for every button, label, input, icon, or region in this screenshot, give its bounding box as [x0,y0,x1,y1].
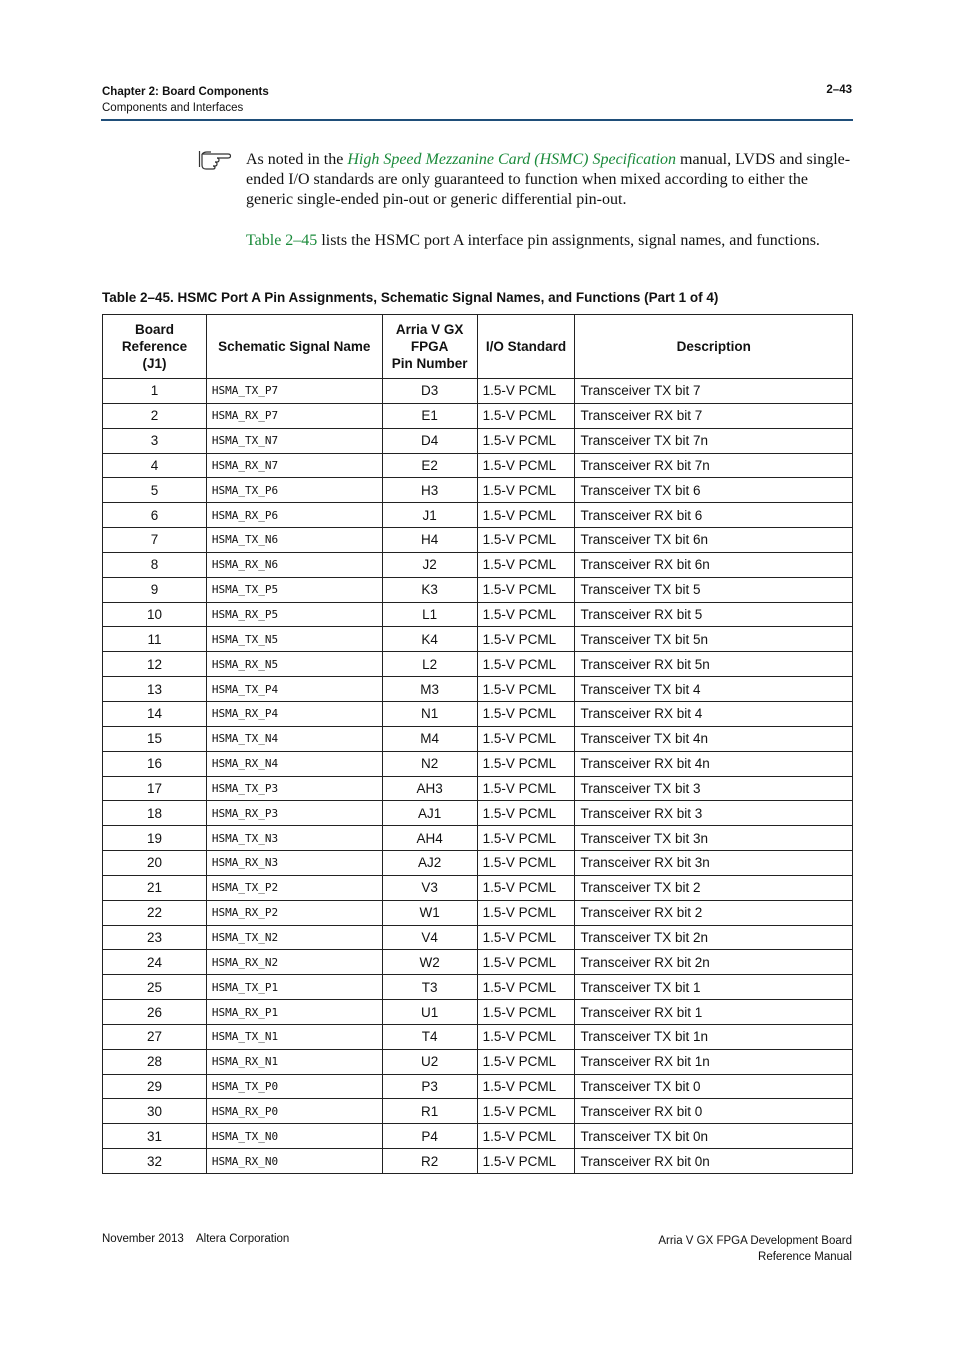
table-2-45-link[interactable]: Table 2–45 [246,232,318,249]
signal-name-cell: HSMA_TX_N4 [206,726,382,751]
description-cell: Transceiver RX bit 1 [575,1000,853,1025]
pin-number-cell: D3 [382,379,477,404]
board-reference-cell: 18 [103,801,207,826]
pin-number-cell: V4 [382,925,477,950]
pin-number-cell: T4 [382,1024,477,1049]
description-cell: Transceiver TX bit 5 [575,577,853,602]
signal-name-cell: HSMA_RX_P1 [206,1000,382,1025]
pin-number-cell: J1 [382,503,477,528]
description-cell: Transceiver TX bit 1 [575,975,853,1000]
description-cell: Transceiver TX bit 2 [575,875,853,900]
pin-number-cell: D4 [382,428,477,453]
table-row [103,428,853,453]
description-cell: Transceiver TX bit 7 [575,379,853,404]
io-standard-cell: 1.5-V PCML [477,1149,575,1174]
board-reference-cell: 12 [103,652,207,677]
io-standard-cell: 1.5-V PCML [477,925,575,950]
page-header-left [102,84,269,116]
description-cell: Transceiver RX bit 3n [575,851,853,876]
pin-number-cell: K4 [382,627,477,652]
pin-number-cell: H4 [382,528,477,553]
pin-number-cell: R2 [382,1149,477,1174]
signal-name-cell: HSMA_TX_P1 [206,975,382,1000]
pin-number-cell: N2 [382,751,477,776]
signal-name-cell: HSMA_TX_N6 [206,528,382,553]
table-row [103,627,853,652]
board-reference-cell: 3 [103,428,207,453]
board-reference-cell: 19 [103,826,207,851]
board-reference-cell: 4 [103,453,207,478]
signal-name-cell: HSMA_RX_N7 [206,453,382,478]
board-reference-cell: 32 [103,1149,207,1174]
signal-name-cell: HSMA_RX_P5 [206,602,382,627]
signal-name-cell: HSMA_RX_P3 [206,801,382,826]
board-reference-cell: 10 [103,602,207,627]
signal-name-cell: HSMA_TX_P5 [206,577,382,602]
io-standard-cell: 1.5-V PCML [477,552,575,577]
io-standard-cell: 1.5-V PCML [477,1124,575,1149]
description-cell: Transceiver TX bit 4n [575,726,853,751]
io-standard-cell: 1.5-V PCML [477,1024,575,1049]
col-header-board-reference: Board Reference (J1) [103,315,207,379]
table-row [103,1024,853,1049]
signal-name-cell: HSMA_RX_P2 [206,900,382,925]
io-standard-cell: 1.5-V PCML [477,577,575,602]
io-standard-cell: 1.5-V PCML [477,403,575,428]
io-standard-cell: 1.5-V PCML [477,701,575,726]
table-row [103,1000,853,1025]
board-reference-cell: 8 [103,552,207,577]
pin-number-cell: V3 [382,875,477,900]
io-standard-cell: 1.5-V PCML [477,726,575,751]
board-reference-cell: 11 [103,627,207,652]
io-standard-cell: 1.5-V PCML [477,776,575,801]
table-row [103,826,853,851]
signal-name-cell: HSMA_RX_N4 [206,751,382,776]
table-row [103,1149,853,1174]
io-standard-cell: 1.5-V PCML [477,826,575,851]
board-reference-cell: 26 [103,1000,207,1025]
board-reference-cell: 15 [103,726,207,751]
description-cell: Transceiver TX bit 2n [575,925,853,950]
table-row [103,975,853,1000]
io-standard-cell: 1.5-V PCML [477,1049,575,1074]
io-standard-cell: 1.5-V PCML [477,801,575,826]
io-standard-cell: 1.5-V PCML [477,478,575,503]
board-reference-cell: 21 [103,875,207,900]
board-reference-cell: 6 [103,503,207,528]
table-header-row [103,315,853,379]
io-standard-cell: 1.5-V PCML [477,875,575,900]
description-cell: Transceiver RX bit 5 [575,602,853,627]
pin-number-cell: P4 [382,1124,477,1149]
signal-name-cell: HSMA_RX_P7 [206,403,382,428]
col-header-io-standard: I/O Standard [477,315,575,379]
board-reference-cell: 27 [103,1024,207,1049]
description-cell: Transceiver TX bit 1n [575,1024,853,1049]
table-row [103,453,853,478]
board-reference-cell: 29 [103,1074,207,1099]
board-reference-cell: 25 [103,975,207,1000]
signal-name-cell: HSMA_RX_N6 [206,552,382,577]
io-standard-cell: 1.5-V PCML [477,652,575,677]
table-row [103,602,853,627]
description-cell: Transceiver TX bit 7n [575,428,853,453]
table-row [103,726,853,751]
io-standard-cell: 1.5-V PCML [477,602,575,627]
table-row [103,478,853,503]
section-title: Components and Interfaces [102,102,244,114]
pin-number-cell: T3 [382,975,477,1000]
board-reference-cell: 1 [103,379,207,404]
table-row [103,950,853,975]
footer-date-company: November 2013 Altera Corporation [102,1233,290,1245]
board-reference-cell: 14 [103,701,207,726]
table-row [103,925,853,950]
pin-number-cell: U1 [382,1000,477,1025]
board-reference-cell: 16 [103,751,207,776]
header-rule [101,119,853,121]
description-cell: Transceiver TX bit 5n [575,627,853,652]
pin-number-cell: W2 [382,950,477,975]
io-standard-cell: 1.5-V PCML [477,1099,575,1124]
chapter-title: Chapter 2: Board Components [102,86,269,98]
signal-name-cell: HSMA_TX_P7 [206,379,382,404]
signal-name-cell: HSMA_RX_N0 [206,1149,382,1174]
pin-number-cell: L1 [382,602,477,627]
table-row [103,577,853,602]
intro-paragraph: Table 2–45 lists the HSMC port A interface pin assignments, signal names, and functions. [246,232,820,249]
pin-number-cell: U2 [382,1049,477,1074]
description-cell: Transceiver RX bit 6n [575,552,853,577]
footer-doc-title: Arria V GX FPGA Development Board Reference Manual [658,1235,852,1263]
signal-name-cell: HSMA_RX_P4 [206,701,382,726]
signal-name-cell: HSMA_RX_N3 [206,851,382,876]
pin-number-cell: M3 [382,677,477,702]
board-reference-cell: 24 [103,950,207,975]
pin-number-cell: H3 [382,478,477,503]
signal-name-cell: HSMA_TX_N1 [206,1024,382,1049]
table-row [103,677,853,702]
table-row [103,652,853,677]
pin-assignment-table [102,314,853,1174]
table-row [103,1099,853,1124]
description-cell: Transceiver TX bit 0n [575,1124,853,1149]
io-standard-cell: 1.5-V PCML [477,751,575,776]
board-reference-cell: 9 [103,577,207,602]
signal-name-cell: HSMA_TX_N0 [206,1124,382,1149]
description-cell: Transceiver RX bit 3 [575,801,853,826]
pin-number-cell: N1 [382,701,477,726]
board-reference-cell: 22 [103,900,207,925]
page-number: 2–43 [826,84,852,96]
board-reference-cell: 20 [103,851,207,876]
pin-number-cell: P3 [382,1074,477,1099]
table-row [103,900,853,925]
signal-name-cell: HSMA_TX_P6 [206,478,382,503]
io-standard-cell: 1.5-V PCML [477,677,575,702]
io-standard-cell: 1.5-V PCML [477,528,575,553]
table-row [103,851,853,876]
description-cell: Transceiver RX bit 0 [575,1099,853,1124]
hsmc-spec-link[interactable]: High Speed Mezzanine Card (HSMC) Specification [347,151,677,168]
io-standard-cell: 1.5-V PCML [477,428,575,453]
pin-number-cell: M4 [382,726,477,751]
board-reference-cell: 2 [103,403,207,428]
signal-name-cell: HSMA_TX_N3 [206,826,382,851]
table-row [103,875,853,900]
pin-number-cell: W1 [382,900,477,925]
signal-name-cell: HSMA_RX_N2 [206,950,382,975]
io-standard-cell: 1.5-V PCML [477,453,575,478]
description-cell: Transceiver RX bit 2 [575,900,853,925]
pin-number-cell: L2 [382,652,477,677]
board-reference-cell: 23 [103,925,207,950]
board-reference-cell: 17 [103,776,207,801]
pin-number-cell: E1 [382,403,477,428]
board-reference-cell: 7 [103,528,207,553]
board-reference-cell: 13 [103,677,207,702]
col-header-signal-name: Schematic Signal Name [206,315,382,379]
description-cell: Transceiver RX bit 4 [575,701,853,726]
description-cell: Transceiver RX bit 2n [575,950,853,975]
description-cell: Transceiver TX bit 4 [575,677,853,702]
description-cell: Transceiver RX bit 6 [575,503,853,528]
pin-number-cell: K3 [382,577,477,602]
signal-name-cell: HSMA_RX_N1 [206,1049,382,1074]
table-row [103,552,853,577]
signal-name-cell: HSMA_RX_P6 [206,503,382,528]
signal-name-cell: HSMA_TX_P0 [206,1074,382,1099]
description-cell: Transceiver RX bit 7n [575,453,853,478]
description-cell: Transceiver TX bit 6n [575,528,853,553]
table-row [103,379,853,404]
io-standard-cell: 1.5-V PCML [477,975,575,1000]
signal-name-cell: HSMA_TX_N7 [206,428,382,453]
table-row [103,801,853,826]
col-header-description: Description [575,315,853,379]
board-reference-cell: 28 [103,1049,207,1074]
pin-number-cell: R1 [382,1099,477,1124]
pin-number-cell: AH4 [382,826,477,851]
io-standard-cell: 1.5-V PCML [477,950,575,975]
description-cell: Transceiver RX bit 5n [575,652,853,677]
table-row [103,403,853,428]
pointing-hand-icon [198,148,232,170]
signal-name-cell: HSMA_TX_P4 [206,677,382,702]
signal-name-cell: HSMA_RX_P0 [206,1099,382,1124]
pin-number-cell: E2 [382,453,477,478]
table-row [103,1124,853,1149]
io-standard-cell: 1.5-V PCML [477,379,575,404]
table-caption: Table 2–45. HSMC Port A Pin Assignments, Schematic Signal Names, and Functions (Part 1 of 4) [102,290,719,305]
table-row [103,701,853,726]
signal-name-cell: HSMA_TX_P3 [206,776,382,801]
description-cell: Transceiver TX bit 6 [575,478,853,503]
table-row [103,776,853,801]
io-standard-cell: 1.5-V PCML [477,627,575,652]
io-standard-cell: 1.5-V PCML [477,900,575,925]
description-cell: Transceiver RX bit 4n [575,751,853,776]
signal-name-cell: HSMA_TX_P2 [206,875,382,900]
note-text: As noted in the High Speed Mezzanine Card (HSMC) Specification manual, LVDS and single-ended I/O standards are only guaranteed to function when mixed according to either the generic single-ended pin-out or generic differential pin-out. [246,151,851,208]
signal-name-cell: HSMA_RX_N5 [206,652,382,677]
board-reference-cell: 30 [103,1099,207,1124]
io-standard-cell: 1.5-V PCML [477,851,575,876]
io-standard-cell: 1.5-V PCML [477,1074,575,1099]
table-row [103,751,853,776]
col-header-pin-number: Arria V GX FPGA Pin Number [382,315,477,379]
signal-name-cell: HSMA_TX_N5 [206,627,382,652]
description-cell: Transceiver TX bit 3 [575,776,853,801]
description-cell: Transceiver TX bit 3n [575,826,853,851]
description-cell: Transceiver TX bit 0 [575,1074,853,1099]
description-cell: Transceiver RX bit 7 [575,403,853,428]
board-reference-cell: 31 [103,1124,207,1149]
signal-name-cell: HSMA_TX_N2 [206,925,382,950]
pin-number-cell: J2 [382,552,477,577]
pin-number-cell: AJ2 [382,851,477,876]
table-row [103,1049,853,1074]
board-reference-cell: 5 [103,478,207,503]
table-row [103,503,853,528]
table-row [103,528,853,553]
io-standard-cell: 1.5-V PCML [477,503,575,528]
io-standard-cell: 1.5-V PCML [477,1000,575,1025]
description-cell: Transceiver RX bit 1n [575,1049,853,1074]
description-cell: Transceiver RX bit 0n [575,1149,853,1174]
table-row [103,1074,853,1099]
pin-number-cell: AJ1 [382,801,477,826]
pin-number-cell: AH3 [382,776,477,801]
